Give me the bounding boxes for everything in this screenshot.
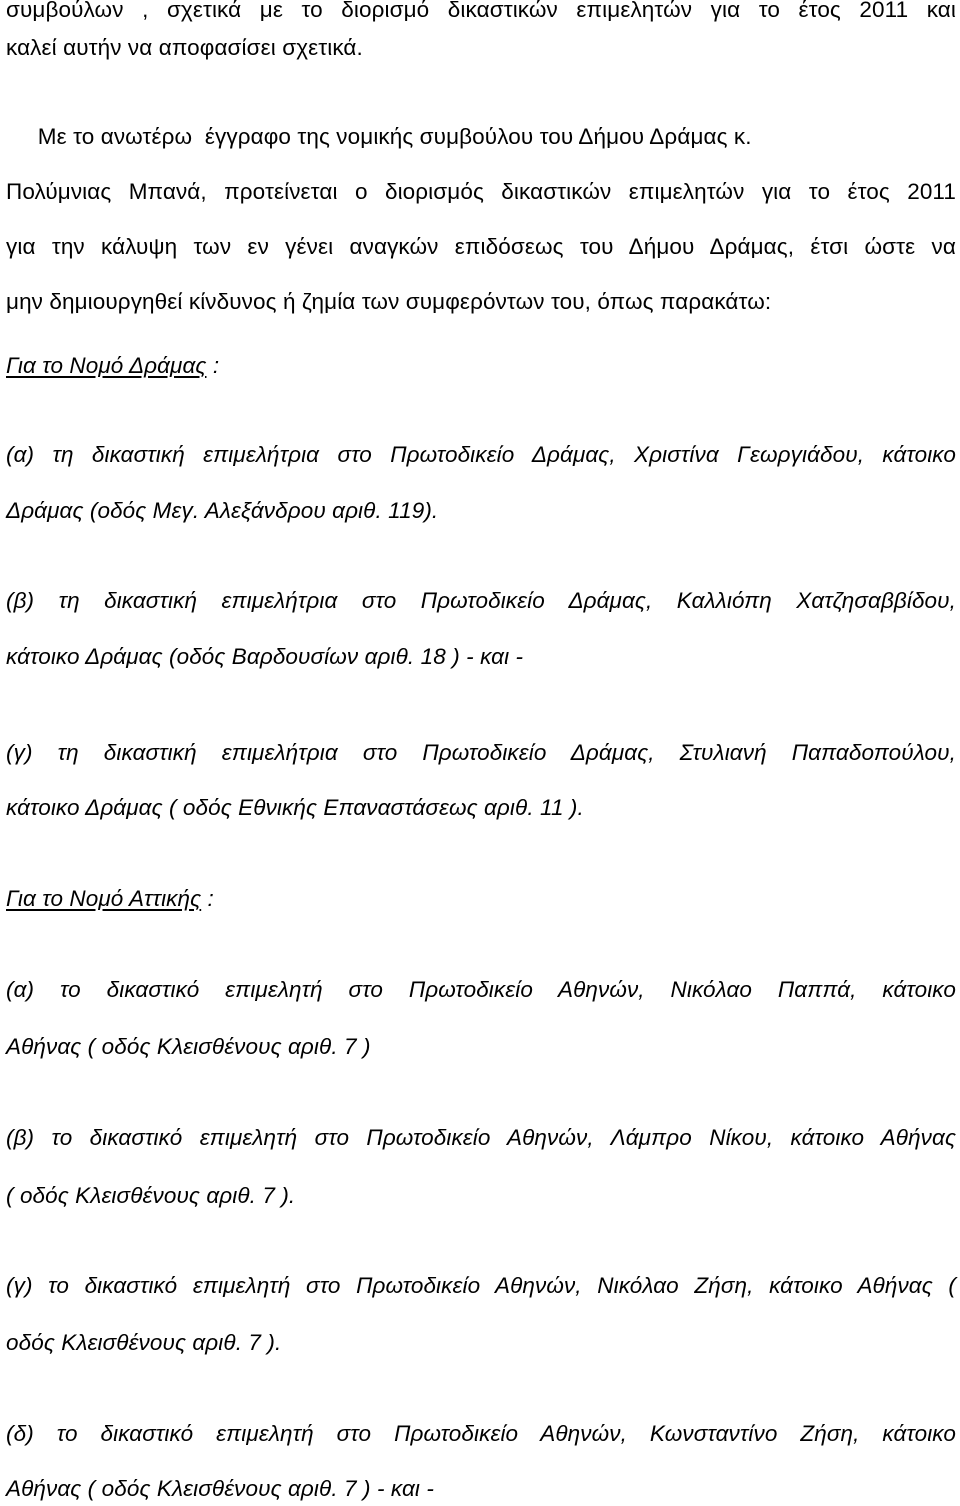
drama-item-a-line-2: Δράμας (οδός Μεγ. Αλεξάνδρου αριθ. 119).	[6, 498, 439, 523]
drama-item-c-line-1: (γ) τη δικαστική επιμελήτρια στο Πρωτοδικείο Δράμας, Στυλιανή Παπαδοπούλου,	[6, 740, 956, 765]
drama-item-c-line-2: κάτοικο Δράμας ( οδός Εθνικής Επαναστάσεως αριθ. 11 ).	[6, 795, 584, 820]
intro-line-2: καλεί αυτήν να αποφασίσει σχετικά.	[6, 35, 363, 60]
attica-heading-colon: :	[201, 886, 214, 911]
attica-heading	[6, 885, 214, 913]
attica-item-a-line-2: Αθήνας ( οδός Κλεισθένους αριθ. 7 )	[6, 1034, 371, 1059]
attica-item-c-line-2: οδός Κλεισθένους αριθ. 7 ).	[6, 1330, 282, 1355]
intro-line-1: συμβούλων , σχετικά με το διορισμό δικαστικών επιμελητών για το έτος 2011 και	[6, 0, 956, 22]
proposal-line-3: για την κάλυψη των εν γένει αναγκών επιδόσεως του Δήμου Δράμας, έτσι ώστε να	[6, 234, 956, 259]
drama-item-b-line-2: κάτοικο Δράμας (οδός Βαρδουσίων αριθ. 18 ) - και -	[6, 644, 524, 669]
drama-heading-text: Για το Νομό Δράμας	[6, 353, 207, 378]
attica-item-c-line-1: (γ) το δικαστικό επιμελητή στο Πρωτοδικείο Αθηνών, Νικόλαο Ζήση, κάτοικο Αθήνας (	[6, 1273, 956, 1298]
attica-item-b-line-2: ( οδός Κλεισθένους αριθ. 7 ).	[6, 1183, 296, 1208]
attica-item-d-line-2: Αθήνας ( οδός Κλεισθένους αριθ. 7 ) - και -	[6, 1476, 434, 1501]
attica-item-a-line-1: (α) το δικαστικό επιμελητή στο Πρωτοδικείο Αθηνών, Νικόλαο Παππά, κάτοικο	[6, 977, 956, 1002]
attica-item-b-line-1: (β) το δικαστικό επιμελητή στο Πρωτοδικείο Αθηνών, Λάμπρο Νίκου, κάτοικο Αθήνας	[6, 1125, 956, 1150]
proposal-line-1: Με το ανωτέρω έγγραφο της νομικής συμβούλου του Δήμου Δράμας κ.	[6, 124, 752, 149]
attica-heading-text: Για το Νομό Αττικής	[6, 886, 202, 911]
drama-item-b-line-1: (β) τη δικαστική επιμελήτρια στο Πρωτοδικείο Δράμας, Καλλιόπη Χατζησαββίδου,	[6, 588, 956, 613]
drama-item-a-line-1: (α) τη δικαστική επιμελήτρια στο Πρωτοδικείο Δράμας, Χριστίνα Γεωργιάδου, κάτοικο	[6, 442, 956, 467]
attica-item-d-line-1: (δ) το δικαστικό επιμελητή στο Πρωτοδικείο Αθηνών, Κωνσταντίνο Ζήση, κάτοικο	[6, 1421, 956, 1446]
drama-heading	[6, 352, 219, 380]
proposal-line-4: μην δημιουργηθεί κίνδυνος ή ζημία των συμφερόντων του, όπως παρακάτω:	[6, 289, 772, 314]
proposal-line-2: Πολύμνιας Μπανά, προτείνεται ο διορισμός δικαστικών επιμελητών για το έτος 2011	[6, 179, 956, 204]
drama-heading-colon: :	[206, 353, 220, 378]
